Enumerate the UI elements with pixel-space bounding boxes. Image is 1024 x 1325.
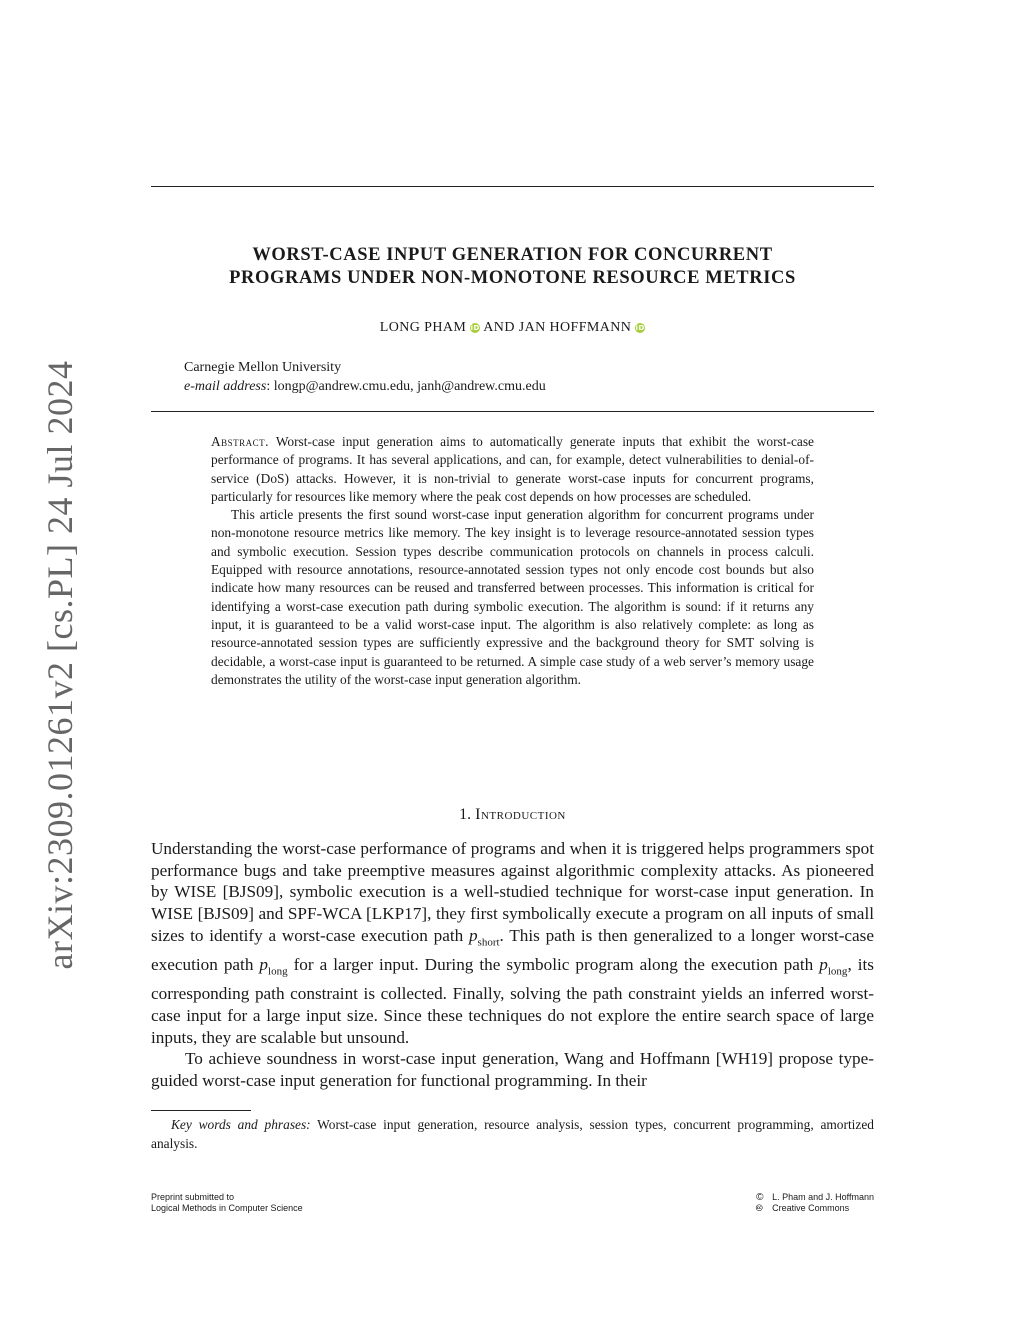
math-p-long (819, 954, 848, 978)
title-line-1: WORST-CASE INPUT GENERATION FOR CONCURRENT (252, 245, 773, 265)
preprint-line: Preprint submitted to (151, 1192, 235, 1202)
orcid-icon[interactable]: iD (635, 324, 645, 332)
keywords-text: Worst-case input generation, resource analysis, session types, concurrent programming, amortized analysis. (151, 1117, 874, 1151)
keywords-footnote (151, 1116, 874, 1153)
copyright-holders: L. Pham and J. Hoffmann (772, 1192, 874, 1202)
license-line (756, 1203, 874, 1214)
math-p-short (468, 925, 500, 949)
author-conjunction: AND (483, 320, 515, 335)
email-label: e-mail address (184, 379, 267, 394)
body-text-segment: , its corresponding path constraint is collected. Finally, solving the path constraint yields an inferred worst-case input for a large input size. Since these techniques do not explore the entire search space of large inputs, they are scalable but unsound. (151, 954, 874, 1047)
creative-commons-icon: 🅭 (756, 1203, 763, 1214)
body-text-segment: for a larger input. During the symbolic program along the execution path (287, 954, 820, 974)
author-name: JAN HOFFMANN (518, 320, 632, 335)
section-heading (151, 806, 874, 824)
header-rule (151, 411, 874, 412)
journal-name: Logical Methods in Computer Science (151, 1203, 303, 1213)
abstract (211, 433, 814, 689)
body-text-segment: Understanding the worst-case performance of programs and when it is triggered helps programmers spot performance bugs and take preemptive measures against algorithmic complexity attacks. As pioneered by WISE [BJS09], symbolic execution is a well-studied technique for worst-case input generation. In WISE [BJS09] and SPF-WCA [LKP17], they first symbolically execute a program on all inputs of small sizes to identify a worst-case execution path (151, 839, 874, 945)
license-notice (756, 1192, 874, 1214)
math-subscript: short (477, 936, 500, 949)
preprint-notice (151, 1192, 303, 1214)
email-addresses: : longp@andrew.cmu.edu, janh@andrew.cmu.edu (266, 379, 546, 394)
email-line (184, 377, 546, 396)
author-list (151, 320, 874, 336)
abstract-label: Abstract. (211, 434, 270, 449)
math-p-long (259, 954, 288, 978)
math-var: p (259, 954, 269, 974)
author-name: LONG PHAM (379, 320, 467, 335)
body-text-segment: . This path is then generalized to a longer worst-case execution path (151, 925, 874, 974)
body-paragraph: To achieve soundness in worst-case input generation, Wang and Hoffmann [WH19] propose type-guided worst-case input generation for functional programming. In their (151, 1049, 874, 1090)
footnote-rule (151, 1110, 251, 1111)
arxiv-sidebar-stamp: arXiv:2309.01261v2 [cs.PL] 24 Jul 2024 (40, 360, 80, 970)
abstract-text: Worst-case input generation aims to automatically generate inputs that exhibit the worst-case performance of programs. It has several applications, and can, for example, detect vulnerabilities to denial-of-service (DoS) attacks. However, it is non-trivial to generate worst-case inputs for concurrent programs, particularly for resources like memory where the peak cost depends on how processes are scheduled. (211, 434, 814, 504)
math-subscript: long (827, 965, 848, 978)
abstract-paragraph (211, 433, 814, 506)
top-rule (151, 186, 874, 187)
introduction-body (151, 838, 874, 1092)
paper-title (151, 244, 874, 290)
affiliation: Carnegie Mellon University (184, 360, 342, 375)
math-var: p (819, 954, 828, 974)
math-var: p (468, 925, 478, 945)
affiliation-block (184, 358, 546, 396)
copyright-icon: © (756, 1192, 764, 1203)
license-name: Creative Commons (772, 1203, 850, 1213)
section-title: Introduction (475, 806, 566, 823)
keywords-paragraph (151, 1116, 874, 1153)
title-line-2: PROGRAMS UNDER NON-MONOTONE RESOURCE METRICS (229, 268, 796, 288)
keywords-label: Key words and phrases: (171, 1117, 311, 1132)
math-subscript: long (268, 965, 288, 978)
body-paragraph (151, 838, 874, 1048)
copyright-line (756, 1192, 874, 1203)
section-number: 1. (459, 806, 472, 823)
orcid-icon[interactable]: iD (470, 324, 480, 332)
abstract-paragraph: This article presents the first sound worst-case input generation algorithm for concurrent programs under non-monotone resource metrics like memory. The key insight is to leverage resource-annotated session types and symbolic execution. Session types describe communication protocols on channels in process calculi. Equipped with resource annotations, resource-annotated session types not only encode cost bounds but also indicate how many resources can be reused and transferred between processes. This information is critical for identifying a worst-case execution path during symbolic execution. The algorithm is sound: if it returns any input, it is guaranteed to be a valid worst-case input. The algorithm is also relatively complete: as long as resource-annotated session types are sufficiently expressive and the background theory for SMT solving is decidable, a worst-case input is guaranteed to be returned. A simple case study of a web server’s memory usage demonstrates the utility of the worst-case input generation algorithm. (211, 507, 814, 687)
